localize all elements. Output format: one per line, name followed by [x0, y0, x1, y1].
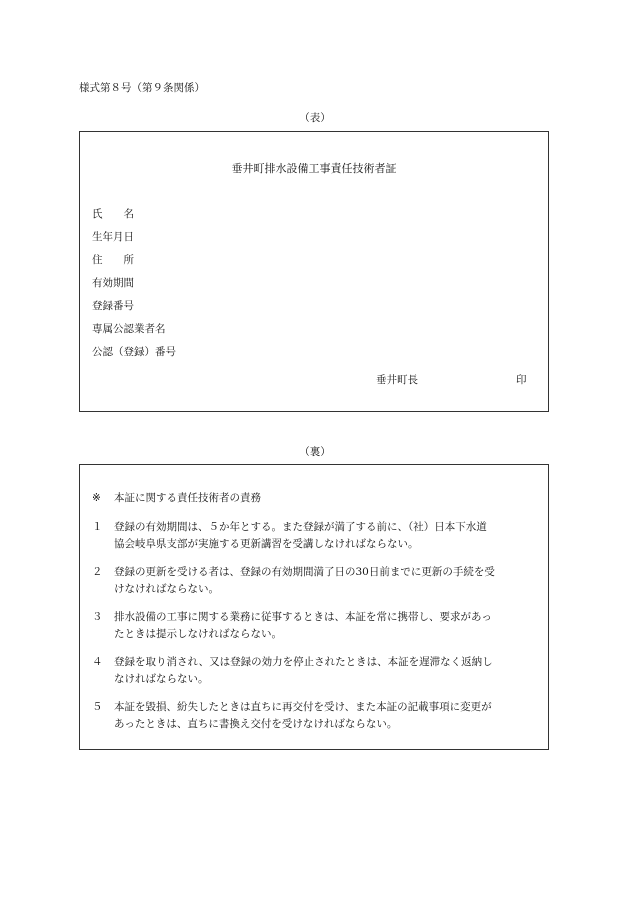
- form-number: 様式第８号（第９条関係）: [79, 82, 205, 94]
- item-line: たときは提示しなければならない。: [114, 628, 282, 640]
- item-line: 本証を毀損、紛失したときは直ちに再交付を受け、また本証の記載事項に変更が: [114, 701, 492, 713]
- item-line: 協会岐阜県支部が実施する更新講習を受講しなければならない。: [114, 538, 419, 550]
- item-number: ２: [92, 566, 103, 578]
- item-number: １: [92, 521, 103, 533]
- field-name: 氏 名: [92, 208, 134, 220]
- note-mark: ※: [92, 492, 101, 504]
- item-number: ３: [92, 611, 103, 623]
- item-line: なければならない。: [114, 673, 209, 685]
- issuer: 垂井町長: [376, 374, 418, 386]
- item-line: 登録の更新を受ける者は、登録の有効期間満了日の30日前までに更新の手続を受: [114, 566, 495, 578]
- field-certified-contractor: 専属公認業者名: [92, 323, 166, 335]
- item-line: けなければならない。: [114, 583, 219, 595]
- duty-item: [92, 519, 542, 553]
- heading-text: 本証に関する責任技術者の責務: [114, 492, 261, 504]
- item-line: 登録の有効期間は、５か年とする。また登録が満了する前に、（社）日本下水道: [114, 521, 487, 533]
- item-line: 登録を取り消され、又は登録の効力を停止されたときは、本証を遅滞なく返納し: [114, 656, 493, 668]
- item-number: ５: [92, 701, 103, 713]
- back-caption: （裏）: [299, 446, 331, 458]
- certificate-back: [79, 464, 549, 750]
- seal-mark: 印: [516, 374, 527, 386]
- item-number: ４: [92, 656, 103, 668]
- item-line: あったときは、直ちに書換え交付を受けなければならない。: [114, 718, 398, 730]
- responsibilities-heading: [92, 490, 261, 505]
- duty-item: [92, 609, 542, 643]
- certificate-front: [79, 131, 549, 412]
- field-address: 住 所: [92, 254, 134, 266]
- duty-item: [92, 564, 542, 598]
- field-registration-number: 登録番号: [92, 300, 134, 312]
- duty-item: [92, 699, 542, 733]
- duty-item: [92, 654, 542, 688]
- front-caption: （表）: [299, 112, 331, 124]
- field-validity-period: 有効期間: [92, 277, 134, 289]
- field-birthdate: 生年月日: [92, 231, 134, 243]
- certificate-title: 垂井町排水設備工事責任技術者証: [231, 162, 397, 175]
- item-line: 排水設備の工事に関する業務に従事するときは、本証を常に携帯し、要求があっ: [114, 611, 492, 623]
- field-certification-number: 公認（登録）番号: [92, 346, 176, 358]
